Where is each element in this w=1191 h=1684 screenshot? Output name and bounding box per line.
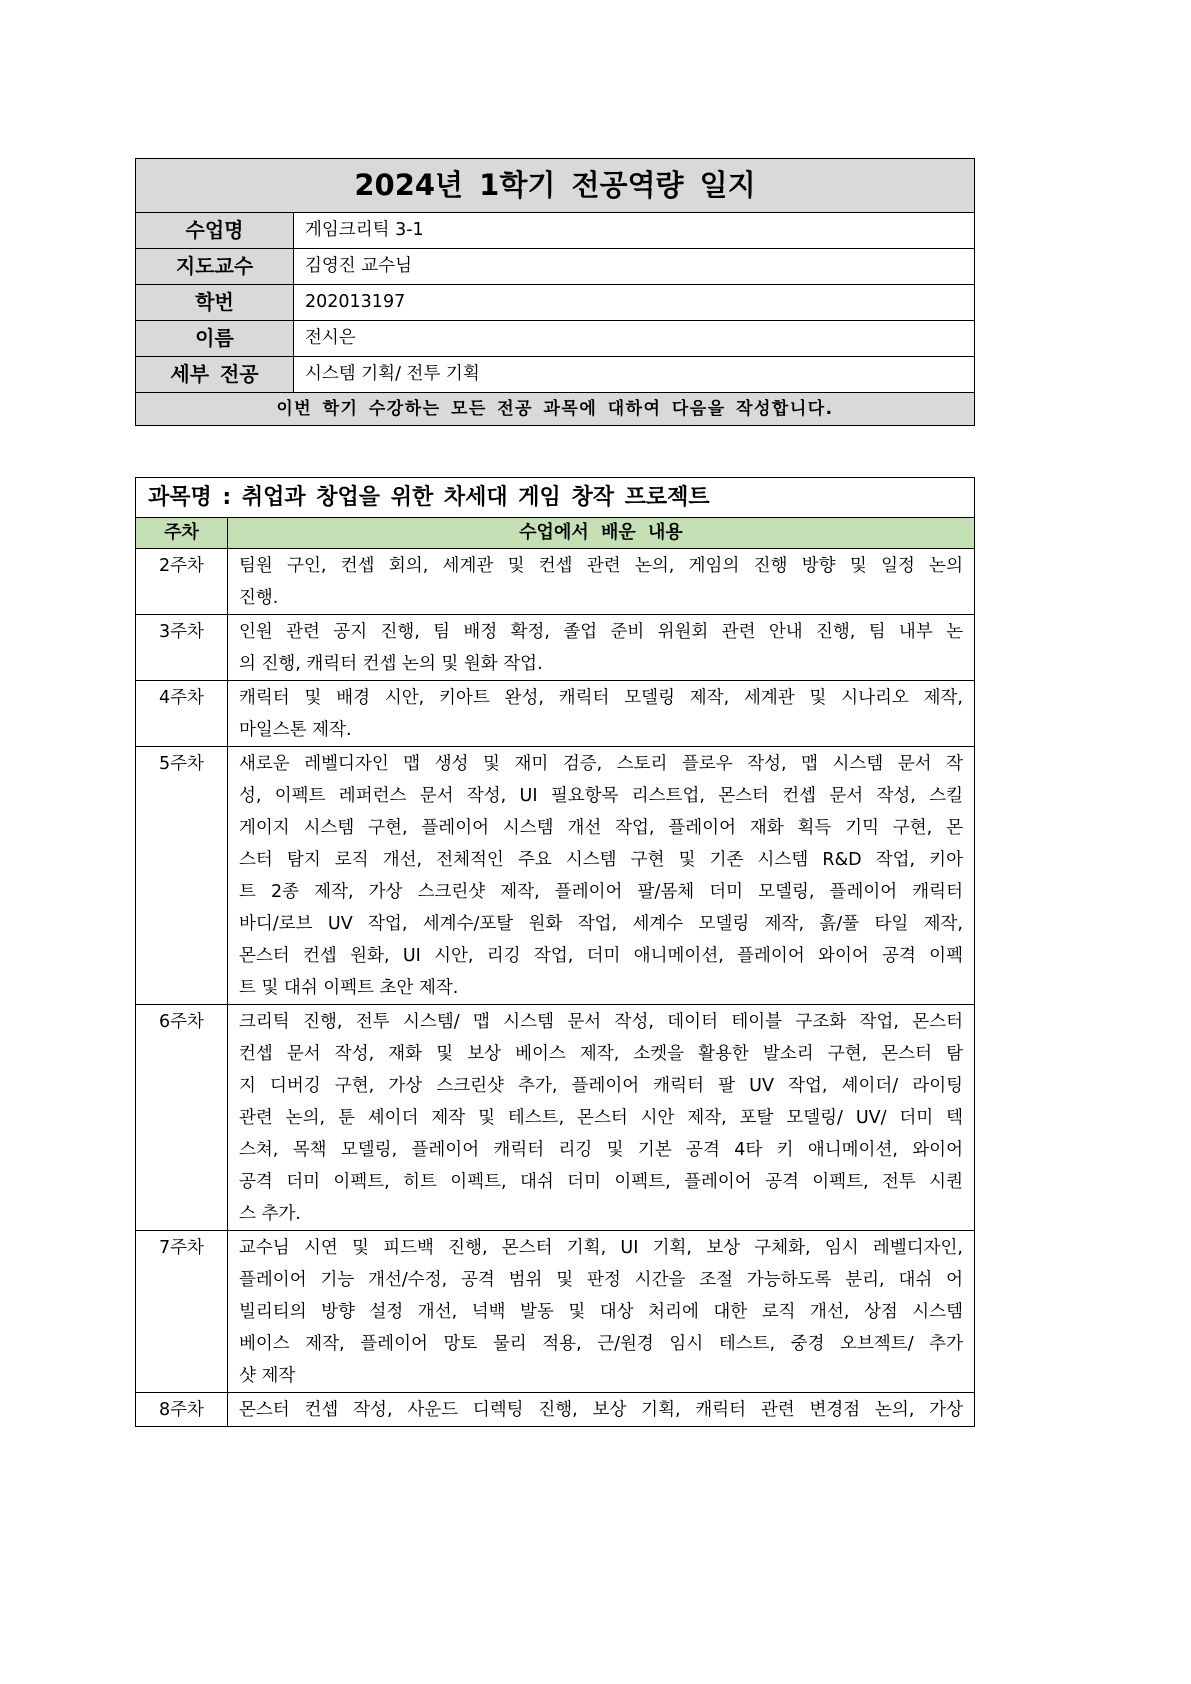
content-line: 스 추가. (239, 1204, 301, 1224)
content-column-header: 수업에서 배운 내용 (228, 518, 975, 549)
content-line: 트 및 대쉬 이펙트 초안 제작. (239, 978, 459, 998)
week-row (136, 615, 975, 681)
course-title-row (136, 478, 975, 518)
content-line: 교수님 시연 및 피드백 진행, 몬스터 기획, UI 기획, 보상 구체화, 임시 레벨디자인, (239, 1238, 963, 1258)
content-line: 의 진행, 캐릭터 컨셉 논의 및 원화 작업. (239, 654, 543, 674)
content-line: 플레이어 기능 개선/수정, 공격 범위 및 판정 시간을 조절 가능하도록 분리, 대쉬 어 (239, 1270, 963, 1290)
content-line: 지 디버깅 구현, 가상 스크린샷 추가, 플레이어 캐릭터 팔 UV 작업, 셰이더/ 라이팅 (239, 1076, 963, 1096)
week-column-header: 주차 (136, 518, 228, 549)
week-row (136, 681, 975, 747)
week-label: 5주차 (136, 747, 228, 1005)
content-line: 스터 탐지 로직 개선, 전체적인 주요 시스템 구현 및 기존 시스템 R&D 작업, 키아 (239, 850, 963, 870)
professor-value: 김영진 교수님 (294, 249, 975, 285)
content-line: 몬스터 컨셉 원화, UI 시안, 리깅 작업, 더미 애니메이션, 플레이어 와이어 공격 이펙 (239, 946, 963, 966)
journal-info-table (135, 158, 975, 426)
content-line: 팀원 구인, 컨셉 회의, 세계관 및 컨셉 관련 논의, 게임의 진행 방향 및 일정 논의 (239, 556, 963, 576)
content-line: 빌리티의 방향 설정 개선, 넉백 발동 및 대상 처리에 대한 로직 개선, 상점 시스템 (239, 1302, 963, 1322)
week-label: 7주차 (136, 1231, 228, 1393)
student-id-value: 202013197 (294, 285, 975, 321)
content-line: 게이지 시스템 구현, 플레이어 시스템 개선 작업, 플레이어 재화 획득 기믹 구현, 몬 (239, 818, 963, 838)
week-label: 2주차 (136, 549, 228, 615)
column-header-row (136, 518, 975, 549)
content-line: 진행. (239, 588, 279, 608)
content-line: 인원 관련 공지 진행, 팀 배정 확정, 졸업 준비 위원회 관련 안내 진행, 팀 내부 논 (239, 622, 963, 642)
instruction-text: 이번 학기 수강하는 모든 전공 과목에 대하여 다음을 작성합니다. (136, 393, 975, 426)
info-row-name (136, 321, 975, 357)
course-name-label: 수업명 (136, 213, 294, 249)
major-label: 세부 전공 (136, 357, 294, 393)
week-row (136, 1393, 975, 1427)
course-log-table (135, 477, 975, 1427)
journal-title: 2024년 1학기 전공역량 일지 (136, 159, 975, 213)
info-row-course (136, 213, 975, 249)
week-label: 6주차 (136, 1005, 228, 1231)
name-label: 이름 (136, 321, 294, 357)
content-line: 관련 논의, 툰 셰이더 제작 및 테스트, 몬스터 시안 제작, 포탈 모델링/ UV/ 더미 텍 (239, 1108, 963, 1128)
week-content (228, 549, 975, 615)
course-title: 과목명 : 취업과 창업을 위한 차세대 게임 창작 프로젝트 (136, 478, 975, 518)
major-value: 시스템 기획/ 전투 기획 (294, 357, 975, 393)
content-line: 성, 이펙트 레퍼런스 문서 작성, UI 필요항목 리스트업, 몬스터 컨셉 문서 작성, 스킬 (239, 786, 963, 806)
content-line: 바디/로브 UV 작업, 세계수/포탈 원화 작업, 세계수 모델링 제작, 흙/풀 타일 제작, (239, 914, 963, 934)
info-row-major (136, 357, 975, 393)
week-content (228, 1231, 975, 1393)
content-line: 트 2종 제작, 가상 스크린샷 제작, 플레이어 팔/몸체 더미 모델링, 플레이어 캐릭터 (239, 882, 963, 902)
week-label: 3주차 (136, 615, 228, 681)
student-id-label: 학번 (136, 285, 294, 321)
instruction-row (136, 393, 975, 426)
journal-title-row (136, 159, 975, 213)
course-name-value: 게임크리틱 3-1 (294, 213, 975, 249)
content-line: 베이스 제작, 플레이어 망토 물리 적용, 근/원경 임시 테스트, 중경 오브젝트/ 추가 (239, 1334, 963, 1354)
week-row (136, 549, 975, 615)
name-value: 전시은 (294, 321, 975, 357)
week-row (136, 1231, 975, 1393)
content-line: 컨셉 문서 작성, 재화 및 보상 베이스 제작, 소켓을 활용한 발소리 구현, 몬스터 탐 (239, 1044, 963, 1064)
content-line: 마일스톤 제작. (239, 720, 352, 740)
week-label: 4주차 (136, 681, 228, 747)
professor-label: 지도교수 (136, 249, 294, 285)
content-line: 공격 더미 이펙트, 히트 이펙트, 대쉬 더미 이펙트, 플레이어 공격 이펙트, 전투 시퀀 (239, 1172, 963, 1192)
content-line: 캐릭터 및 배경 시안, 키아트 완성, 캐릭터 모델링 제작, 세계관 및 시나리오 제작, (239, 688, 963, 708)
content-line: 몬스터 컨셉 작성, 사운드 디렉팅 진행, 보상 기획, 캐릭터 관련 변경점 논의, 가상 (239, 1400, 963, 1420)
content-line: 스쳐, 목책 모델링, 플레이어 캐릭터 리깅 및 기본 공격 4타 키 애니메이션, 와이어 (239, 1140, 963, 1160)
content-line: 새로운 레벨디자인 맵 생성 및 재미 검증, 스토리 플로우 작성, 맵 시스템 문서 작 (239, 754, 963, 774)
week-row (136, 1005, 975, 1231)
info-row-student-id (136, 285, 975, 321)
week-label: 8주차 (136, 1393, 228, 1427)
week-content (228, 615, 975, 681)
content-line: 샷 제작 (239, 1366, 296, 1386)
week-row (136, 747, 975, 1005)
week-content (228, 747, 975, 1005)
info-row-professor (136, 249, 975, 285)
content-line: 크리틱 진행, 전투 시스템/ 맵 시스템 문서 작성, 데이터 테이블 구조화 작업, 몬스터 (239, 1012, 963, 1032)
week-content (228, 681, 975, 747)
week-content (228, 1005, 975, 1231)
week-content (228, 1393, 975, 1427)
